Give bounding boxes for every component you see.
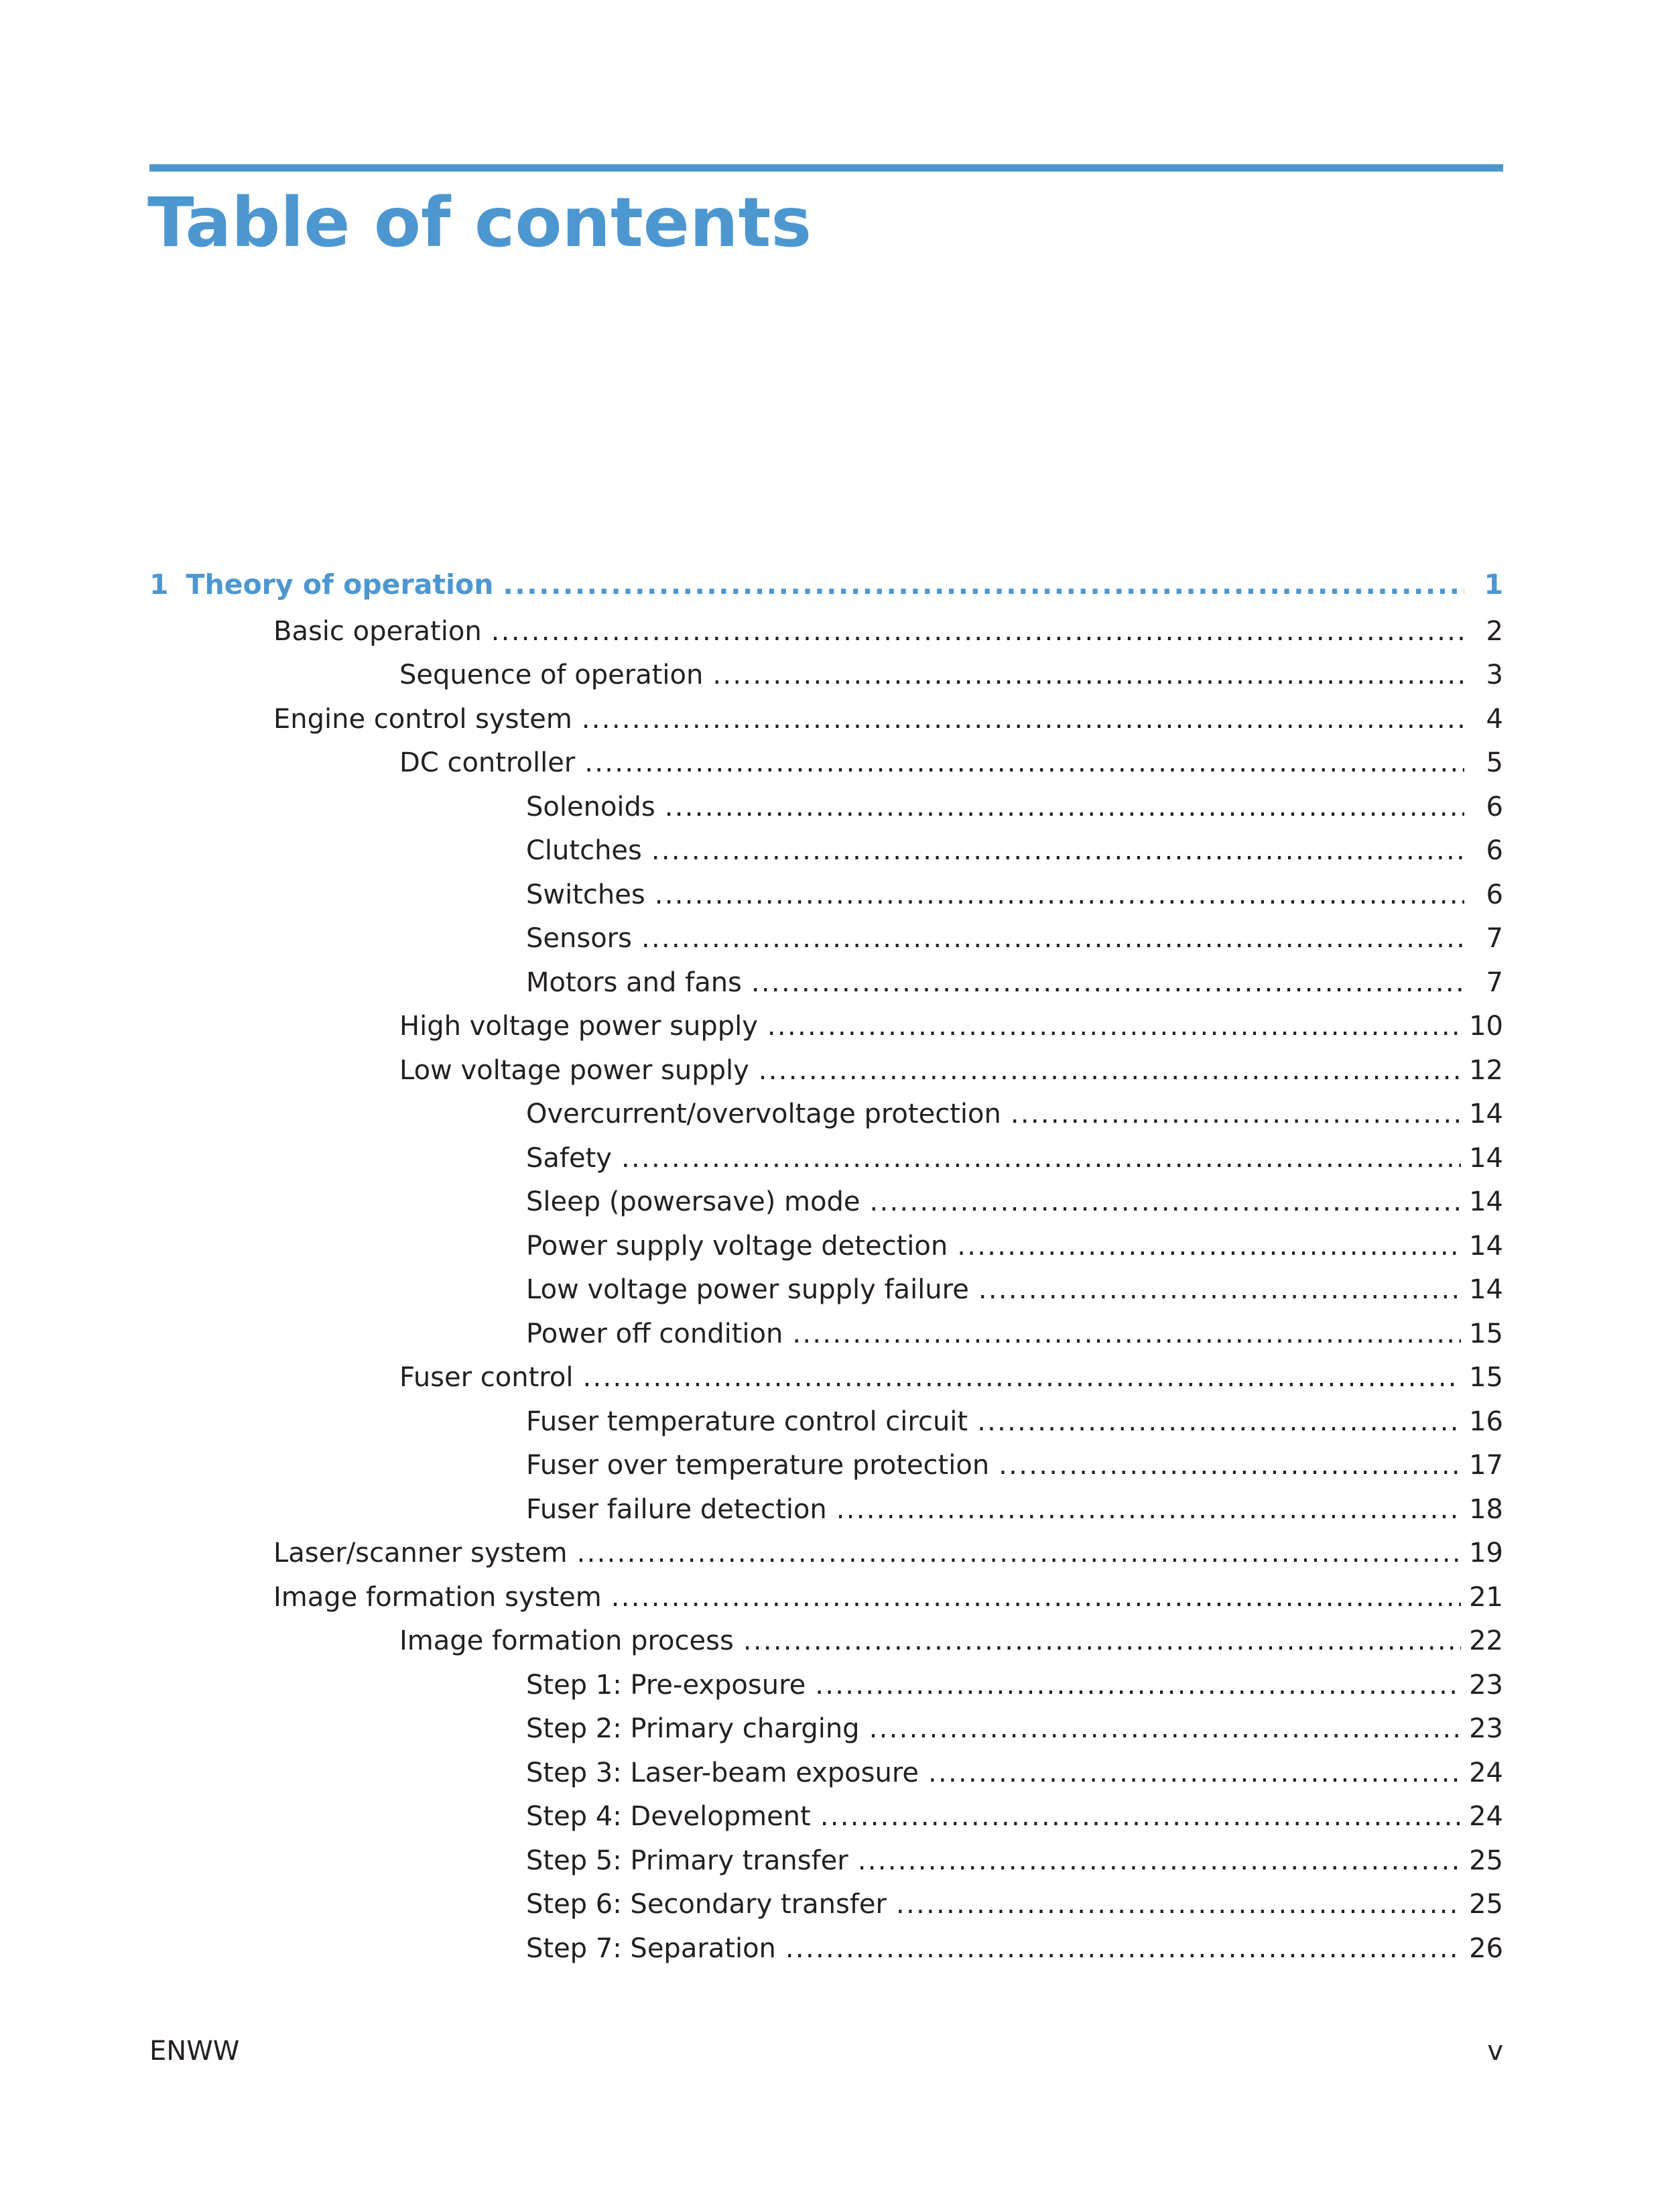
toc-entry-label: Clutches <box>526 835 642 866</box>
toc-entry-fuser-control[interactable] <box>399 1357 1503 1398</box>
toc-entry-step-7[interactable] <box>526 1928 1503 1969</box>
toc-leader <box>869 1182 1461 1222</box>
footer-page-number: v <box>1487 2036 1503 2067</box>
toc-entry-fuser-temperature-control-circuit[interactable] <box>526 1402 1503 1442</box>
toc-leader <box>792 1314 1461 1354</box>
toc-page-number: 16 <box>1469 1406 1503 1437</box>
toc-entry-overcurrent-protection[interactable] <box>526 1094 1503 1134</box>
toc-leader <box>836 1489 1461 1530</box>
toc-entry-label: Sensors <box>526 923 632 954</box>
toc-entry-label: Fuser failure detection <box>526 1494 827 1525</box>
toc-entry-label: Low voltage power supply failure <box>526 1274 969 1305</box>
toc-leader <box>577 1533 1462 1573</box>
toc-entry-step-5[interactable] <box>526 1841 1503 1881</box>
toc-leader <box>712 655 1464 695</box>
toc-page-number: 6 <box>1486 879 1503 910</box>
toc-entry-sensors[interactable] <box>526 918 1503 959</box>
toc-leader <box>977 1402 1461 1442</box>
toc-page-number: 15 <box>1469 1318 1503 1349</box>
toc-entry-label: Fuser control <box>399 1362 574 1393</box>
toc-page-number: 5 <box>1486 747 1503 778</box>
toc-leader <box>815 1665 1461 1705</box>
toc-entry-label: Sequence of operation <box>399 660 704 690</box>
toc-page-number: 6 <box>1486 792 1503 822</box>
toc-page-number: 18 <box>1469 1494 1503 1525</box>
toc-page-number: 19 <box>1469 1538 1503 1569</box>
toc-chapter-title: Theory of operation <box>186 568 494 601</box>
toc-page-number: 15 <box>1469 1362 1503 1393</box>
toc-entry-low-voltage-power-supply[interactable] <box>399 1050 1503 1091</box>
toc-entry-solenoids[interactable] <box>526 787 1503 827</box>
toc-page-number: 14 <box>1469 1143 1503 1174</box>
toc-page-number: 14 <box>1469 1186 1503 1217</box>
toc-page-number: 2 <box>1486 616 1503 647</box>
toc-leader <box>503 564 1464 605</box>
toc-entry-motors-and-fans[interactable] <box>526 963 1503 1003</box>
toc-page-number: 24 <box>1469 1758 1503 1788</box>
toc-leader <box>743 1621 1461 1661</box>
toc-page-number: 22 <box>1469 1625 1503 1656</box>
toc-entry-label: Step 6: Secondary transfer <box>526 1889 887 1920</box>
toc-leader <box>957 1226 1461 1266</box>
toc-entry-label: Image formation system <box>273 1582 602 1613</box>
toc-entry-label: DC controller <box>399 747 576 778</box>
toc-page-number: 7 <box>1486 967 1503 998</box>
toc-leader <box>858 1841 1461 1881</box>
toc-entry-label: Step 5: Primary transfer <box>526 1845 848 1876</box>
toc-entry-high-voltage-power-supply[interactable] <box>399 1006 1503 1046</box>
toc-entry-label: Laser/scanner system <box>273 1538 568 1569</box>
toc-entry-step-3[interactable] <box>526 1753 1503 1793</box>
toc-page-number: 24 <box>1469 1801 1503 1832</box>
toc-leader <box>1011 1094 1461 1134</box>
toc-entry-label: Step 3: Laser-beam exposure <box>526 1758 919 1788</box>
toc-page-number: 26 <box>1469 1933 1503 1964</box>
toc-entry-sequence-of-operation[interactable] <box>399 655 1503 695</box>
toc-page-number: 14 <box>1469 1099 1503 1129</box>
toc-page-number: 14 <box>1469 1231 1503 1262</box>
toc-entry-label: Image formation process <box>399 1625 734 1656</box>
toc-entry-label: Sleep (powersave) mode <box>526 1186 860 1217</box>
toc-entry-label: Safety <box>526 1143 612 1174</box>
toc-leader <box>665 787 1464 827</box>
toc-entry-power-supply-voltage-detection[interactable] <box>526 1226 1503 1266</box>
toc-leader <box>978 1270 1461 1310</box>
toc-entry-label: Step 2: Primary charging <box>526 1713 860 1744</box>
toc-entry-image-formation-process[interactable] <box>399 1621 1503 1661</box>
toc-leader <box>651 831 1464 871</box>
toc-entry-label: Basic operation <box>273 616 482 647</box>
footer-left: ENWW <box>149 2036 240 2067</box>
toc-page-number: 12 <box>1469 1055 1503 1086</box>
toc-entry-label: Engine control system <box>273 704 572 735</box>
toc-page-number: 21 <box>1469 1582 1503 1613</box>
toc-entry-step-1[interactable] <box>526 1665 1503 1705</box>
toc-leader <box>896 1884 1461 1924</box>
toc-leader <box>611 1577 1461 1617</box>
toc-leader <box>582 1357 1461 1398</box>
toc-entry-fuser-failure-detection[interactable] <box>526 1489 1503 1530</box>
toc-page-number: 17 <box>1469 1450 1503 1481</box>
toc-page-number: 6 <box>1486 835 1503 866</box>
toc-leader <box>491 611 1464 652</box>
toc-page-number: 14 <box>1469 1274 1503 1305</box>
toc-entry-label: Switches <box>526 879 645 910</box>
toc-entry-dc-controller[interactable] <box>399 743 1503 783</box>
toc-entry-safety[interactable] <box>526 1138 1503 1178</box>
toc-entry-label: Low voltage power supply <box>399 1055 749 1086</box>
toc-entry-power-off-condition[interactable] <box>526 1314 1503 1354</box>
toc-entry-laser-scanner-system[interactable] <box>273 1533 1503 1573</box>
toc-entry-image-formation-system[interactable] <box>273 1577 1503 1617</box>
toc-page-number: 7 <box>1486 923 1503 954</box>
toc-entry-label: Motors and fans <box>526 967 742 998</box>
toc-page-number: 25 <box>1469 1845 1503 1876</box>
toc-entry-low-voltage-power-supply-failure[interactable] <box>526 1270 1503 1310</box>
toc-chapter-number: 1 <box>149 568 169 601</box>
toc-page-number: 23 <box>1469 1713 1503 1744</box>
toc-entry-sleep-mode[interactable] <box>526 1182 1503 1222</box>
toc-entry-label: Step 4: Development <box>526 1801 811 1832</box>
toc-leader <box>621 1138 1461 1178</box>
toc-entry-label: Step 1: Pre-exposure <box>526 1670 806 1701</box>
toc-entry-label: High voltage power supply <box>399 1011 758 1042</box>
toc-leader <box>869 1709 1462 1749</box>
toc-leader <box>751 963 1464 1003</box>
toc-page-number: 3 <box>1486 660 1503 690</box>
toc-leader <box>785 1928 1461 1969</box>
toc-entry-switches[interactable] <box>526 875 1503 915</box>
toc-page-number: 23 <box>1469 1670 1503 1701</box>
toc-entry-basic-operation[interactable] <box>273 611 1503 652</box>
toc-entry-label: Fuser temperature control circuit <box>526 1406 968 1437</box>
toc-entry-step-2[interactable] <box>526 1709 1503 1749</box>
toc-chapter-theory-of-operation[interactable] <box>149 564 1503 605</box>
toc-page-number: 1 <box>1484 568 1503 601</box>
toc-leader <box>641 918 1464 959</box>
toc-entry-step-4[interactable] <box>526 1796 1503 1837</box>
toc-page-number: 4 <box>1486 704 1503 735</box>
toc-entry-label: Solenoids <box>526 792 655 822</box>
toc-leader <box>928 1753 1461 1793</box>
toc-entry-label: Power supply voltage detection <box>526 1231 948 1262</box>
toc-leader <box>820 1796 1461 1837</box>
toc-entry-clutches[interactable] <box>526 831 1503 871</box>
toc-leader <box>655 875 1464 915</box>
toc-entry-label: Overcurrent/overvoltage protection <box>526 1099 1001 1129</box>
toc-page-number: 10 <box>1469 1011 1503 1042</box>
toc-entry-label: Step 7: Separation <box>526 1933 776 1964</box>
toc-leader <box>759 1050 1461 1091</box>
toc-entry-engine-control-system[interactable] <box>273 699 1503 739</box>
toc-leader <box>767 1006 1461 1046</box>
toc-entry-label: Fuser over temperature protection <box>526 1450 990 1481</box>
toc-leader <box>999 1445 1461 1485</box>
toc-leader <box>582 699 1464 739</box>
toc-entry-label: Power off condition <box>526 1318 783 1349</box>
page-title: Table of contents <box>147 183 812 263</box>
toc-page-number: 25 <box>1469 1889 1503 1920</box>
toc-entry-fuser-over-temperature-protection[interactable] <box>526 1445 1503 1485</box>
toc-leader <box>584 743 1464 783</box>
toc-entry-step-6[interactable] <box>526 1884 1503 1924</box>
